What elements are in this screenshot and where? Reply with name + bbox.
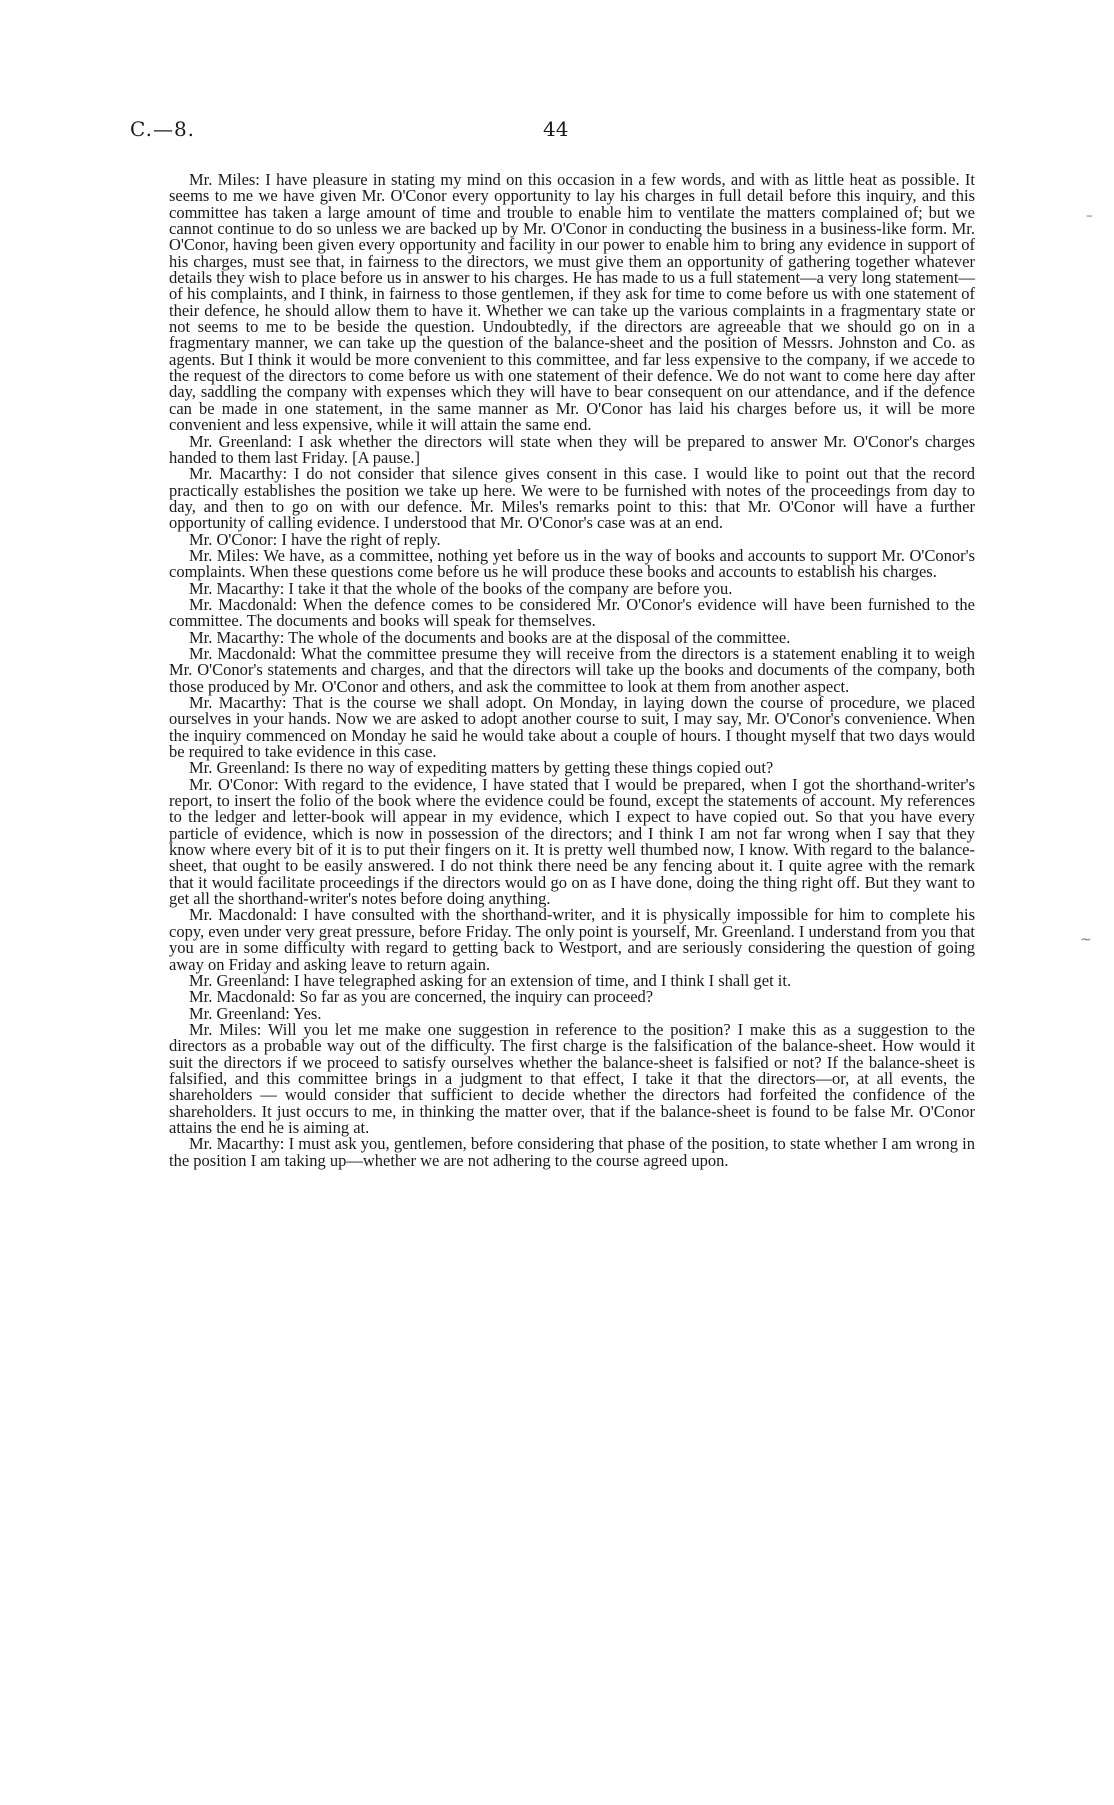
paragraph: Mr. Miles: We have, as a committee, nothing yet before us in the way of books and accounts to support Mr. O'Conor's complaints. When these questions come before us he will produce these books and accounts to establish his charges.: [169, 545, 975, 582]
paragraph: Mr. Macarthy: That is the course we shall adopt. On Monday, in laying down the course of procedure, we placed ourselves in your hands. Now we are asked to adopt another course to suit, I may say, Mr. O'Conor's convenience. When the inquiry commenced on Monday he said he would take about a couple of hours. I thought myself that two days would be required to take evidence in this case.: [169, 693, 975, 762]
paragraph: Mr. Macarthy: I must ask you, gentlemen, before considering that phase of the position, to state whether I am wrong in the position I am taking up—whether we are not adhering to the course agreed upon.: [169, 1134, 975, 1170]
paragraph: Mr. Macdonald: When the defence comes to be considered Mr. O'Conor's evidence will have been furnished to the committee. The documents and books will speak for themselves.: [169, 594, 975, 631]
paragraph: Mr. Greenland: Yes.: [189, 1003, 322, 1023]
margin-mark: ~: [1080, 932, 1092, 948]
margin-mark: –: [1086, 208, 1093, 224]
paragraph: Mr. Miles: I have pleasure in stating my mind on this occasion in a few words, and with as little heat as possible. It seems to me we have given Mr. O'Conor every opportunity to lay his charges in full detail before this inquiry, and this committee has taken a large amount of time and trouble to enable him to ventilate the matters complained of; but we cannot continue to do so unless we are backed up by Mr. O'Conor in conducting the business in a business-like form. Mr. O'Conor, having been given every opportunity and facility in our power to enable him to bring any evidence in support of his charges, must see that, in fairness to the directors, we must give them an opportunity of gathering together whatever details they wish to place before us in answer to his charges. He has made to us a full statement—a very long statement—of his complaints, and I think, in fairness to those gentlemen, if they ask for time to come before us with one statement of their defence, he should allow them to have it. Whether we can take up the various complaints in a fragmentary state or not seems to me to be beside the question. Undoubtedly, if the directors are agreeable that we should go on in a fragmentary manner, we can take up the question of the balance-sheet and the position of Messrs. Johnston and Co. as agents. But I think it would be more convenient to this committee, and far less expensive to the company, if we accede to the request of the directors to come before us with one statement of their defence. We do not want to come here day after day, saddling the company with expenses which they will have to bear consequent on our attendance, and if the defence can be made in one statement, in the same manner as Mr. O'Conor has laid his charges before us, it will be more convenient and less expensive, while it will attain the same end.: [169, 170, 975, 435]
page-id: C.—8.: [130, 117, 196, 141]
paragraph: Mr. Greenland: Is there no way of expediting matters by getting these things copied out?: [189, 758, 774, 778]
paragraph: Mr. Macdonald: So far as you are concerned, the inquiry can proceed?: [189, 987, 654, 1007]
page-number: 44: [543, 117, 569, 141]
paragraph: Mr. Macdonald: What the committee presume they will receive from the directors is a statement enabling it to weigh Mr. O'Conor's statements and charges, and that the directors will take up the books and documents of the company, both those produced by Mr. O'Conor and others, and ask the committee to look at them from another aspect.: [169, 643, 975, 696]
paragraph: Mr. Macarthy: I do not consider that silence gives consent in this case. I would like to point out that the record practically establishes the position we take up here. We were to be furnished with notes of the proceedings from day to day, and then to go on with our defence. Mr. Miles's remarks point to this: that Mr. O'Conor will have a further opportunity of calling evidence. I understood that Mr. O'Conor's case was at an end.: [169, 464, 975, 533]
paragraph: Mr. Macdonald: I have consulted with the shorthand-writer, and it is physically impossible for him to complete his copy, even under very great pressure, before Friday. The only point is yourself, Mr. Greenland. I understand from you that you are in some difficulty with regard to getting back to Westport, and are seriously considering the question of going away on Friday and asking leave to return again.: [169, 905, 975, 974]
paragraph: Mr. O'Conor: I have the right of reply.: [189, 529, 441, 549]
page-header: [130, 117, 1000, 147]
paragraph: Mr. Greenland: I ask whether the directors will state when they will be prepared to answer Mr. O'Conor's charges handed to them last Friday. [A pause.]: [169, 431, 975, 467]
paragraph: Mr. Macarthy: I take it that the whole of the books of the company are before you.: [189, 578, 733, 598]
paragraph: Mr. Miles: Will you let me make one suggestion in reference to the position? I make this as a suggestion to the directors as a probable way out of the difficulty. The first charge is the falsification of the balance-sheet. How would it suit the directors if we proceed to satisfy ourselves whether the balance-sheet is falsified or not? If the balance-sheet is falsified, and this committee brings in a judgment to that effect, I take it that the directors—or, at all events, the shareholders — would consider that sufficient to decide whether the directors had forfeited the confidence of the shareholders. It just occurs to me, in thinking the matter over, that if the balance-sheet is found to be false Mr. O'Conor attains the end he is aiming at.: [169, 1019, 975, 1137]
paragraph: Mr. O'Conor: With regard to the evidence, I have stated that I would be prepared, when I got the shorthand-writer's report, to insert the folio of the book where the evidence could be found, except the statements of account. My references to the ledger and letter-book will appear in my evidence, which I expect to have copied out. So that you have every particle of evidence, which is now in possession of the directors; and I think I am not far wrong when I say that they know where every bit of it is to put their fingers on it. It is pretty well thumbed now, I know. With regard to the balance-sheet, that ought to be easily answered. I do not think there need be any fencing about it. I quite agree with the remark that it would facilitate proceedings if the directors would go on as I have done, doing the thing right off. But they want to get all the shorthand-writer's notes before doing anything.: [169, 774, 975, 909]
paragraph: Mr. Greenland: I have telegraphed asking for an extension of time, and I think I shall get it.: [189, 970, 792, 990]
document-body: [169, 172, 975, 1169]
paragraph: Mr. Macarthy: The whole of the documents and books are at the disposal of the committee.: [189, 627, 791, 647]
